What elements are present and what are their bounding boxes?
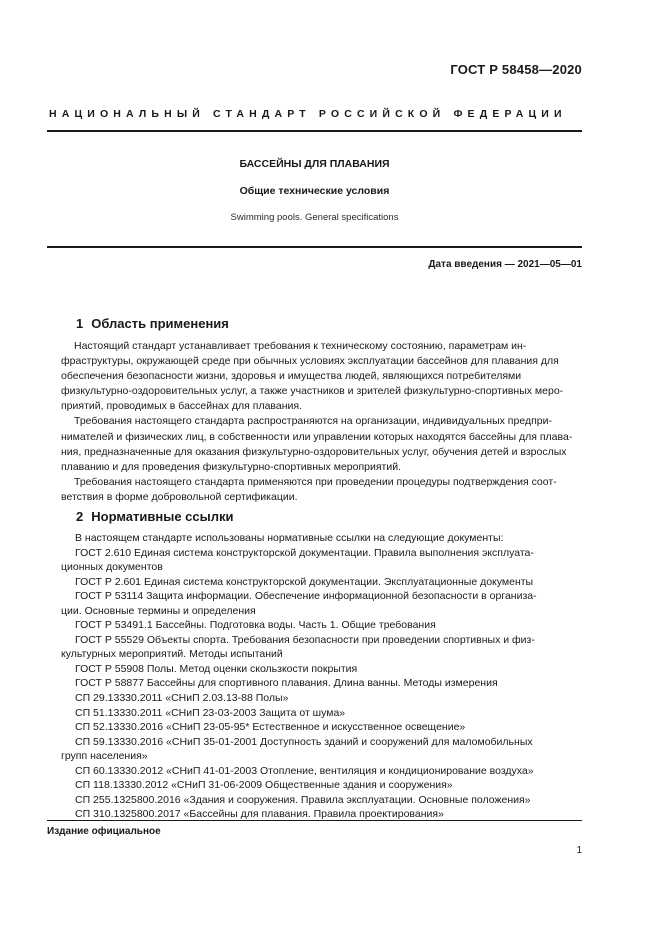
document-title: БАССЕЙНЫ ДЛЯ ПЛАВАНИЯ [239,158,390,170]
reference-line: ГОСТ Р 55529 Объекты спорта. Требования безопасности при проведении спортивных и физ- [75,633,535,646]
page-number: 1 [576,845,582,856]
reference-line: ГОСТ 2.610 Единая система конструкторской документации. Правила выполнения эксплуата- [75,546,534,559]
document-subtitle: Общие технические условия [239,185,390,197]
reference-line: СП 29.13330.2011 «СНиП 2.03.13-88 Полы» [75,692,289,705]
reference-line: ГОСТ Р 53114 Защита информации. Обеспечение информационной безопасности в организа- [75,590,537,603]
title-rule [47,246,582,248]
text-line: обеспечения безопасности жизни, здоровья и имущества людей, являющихся потребителями [61,370,522,383]
reference-line: СП 59.13330.2016 «СНиП 35-01-2001 Доступность зданий и сооружений для маломобильных [75,735,533,748]
text-line: приятий, проводимых в бассейнах для плавания. [61,400,303,413]
reference-line: ГОСТ Р 2.601 Единая система конструкторской документации. Эксплуатационные документы [75,575,534,588]
text-line: физкультурно-оздоровительных услуг, а также участников и зрителей физкультурно-спортивных меро- [61,385,564,398]
text-line: фраструктуры, окружающей среде при обычных условиях эксплуатации бассейнов для плавания для [61,355,559,368]
reference-line: В настоящем стандарте использованы нормативные ссылки на следующие документы: [75,532,504,544]
section-2-title: Нормативные ссылки [91,509,234,524]
reference-line: СП 52.13330.2016 «СНиП 23-05-95* Естественное и искусственное освещение» [75,721,466,734]
national-standard-heading: НАЦИОНАЛЬНЫЙ СТАНДАРТ РОССИЙСКОЙ ФЕДЕРАЦИИ [49,108,567,120]
reference-line: СП 51.13330.2011 «СНиП 23-03-2003 Защита от шума» [75,706,346,719]
reference-line: культурных мероприятий. Методы испытаний [61,648,283,661]
section-2-number: 2 [76,509,84,524]
section-2-heading [76,509,233,524]
footer-rule [47,820,582,821]
reference-line: ции. Основные термины и определения [61,604,256,617]
official-edition-label: Издание официальное [47,826,161,837]
text-line: Требования настоящего стандарта распространяются на организации, индивидуальных предпри- [74,415,552,428]
text-line: Требования настоящего стандарта применяются при проведении процедуры подтверждения соот- [74,475,557,488]
reference-line: ционных документов [61,561,163,574]
reference-line: СП 255.1325800.2016 «Здания и сооружения. Правила эксплуатации. Основные положения» [75,793,531,806]
reference-line: СП 310.1325800.2017 «Бассейны для плавания. Правила проектирования» [75,808,444,821]
text-line: ветствия в форме добровольной сертификации. [61,490,298,503]
gost-number: ГОСТ Р 58458—2020 [450,62,582,77]
reference-line: СП 118.13330.2012 «СНиП 31-06-2009 Общественные здания и сооружения» [75,779,453,792]
normative-references-list [61,531,586,822]
section-1-heading [76,316,229,331]
reference-line: групп населения» [61,750,148,763]
reference-line: ГОСТ Р 53491.1 Бассейны. Подготовка воды. Часть 1. Общие требования [75,619,436,632]
section-1-title: Область применения [91,316,229,331]
header-rule [47,130,582,132]
reference-line: СП 60.13330.2012 «СНиП 41-01-2003 Отопление, вентиляция и кондиционирование воздуха» [75,764,534,777]
reference-line: ГОСТ Р 58877 Бассейны для спортивного плавания. Длина ванны. Методы измерения [75,677,498,690]
text-line: Настоящий стандарт устанавливает требования к техническому состоянию, параметрам ин- [74,340,527,352]
text-line: нимателей и физических лиц, в собственности или управлении которых находятся бассейны для плава- [61,430,573,443]
section-1-number: 1 [76,316,84,331]
document-title-english: Swimming pools. General specifications [230,212,399,223]
section-1-body [61,339,581,505]
text-line: ния, предназначенные для оказания физкультурно-оздоровительных услуг, обучения детей и взрослых [61,445,567,458]
text-line: плаванию и для проведения физкультурно-спортивных мероприятий. [61,460,401,473]
date-of-introduction: Дата введения — 2021—05—01 [428,259,582,270]
reference-line: ГОСТ Р 55908 Полы. Метод оценки скользкости покрытия [75,662,358,675]
